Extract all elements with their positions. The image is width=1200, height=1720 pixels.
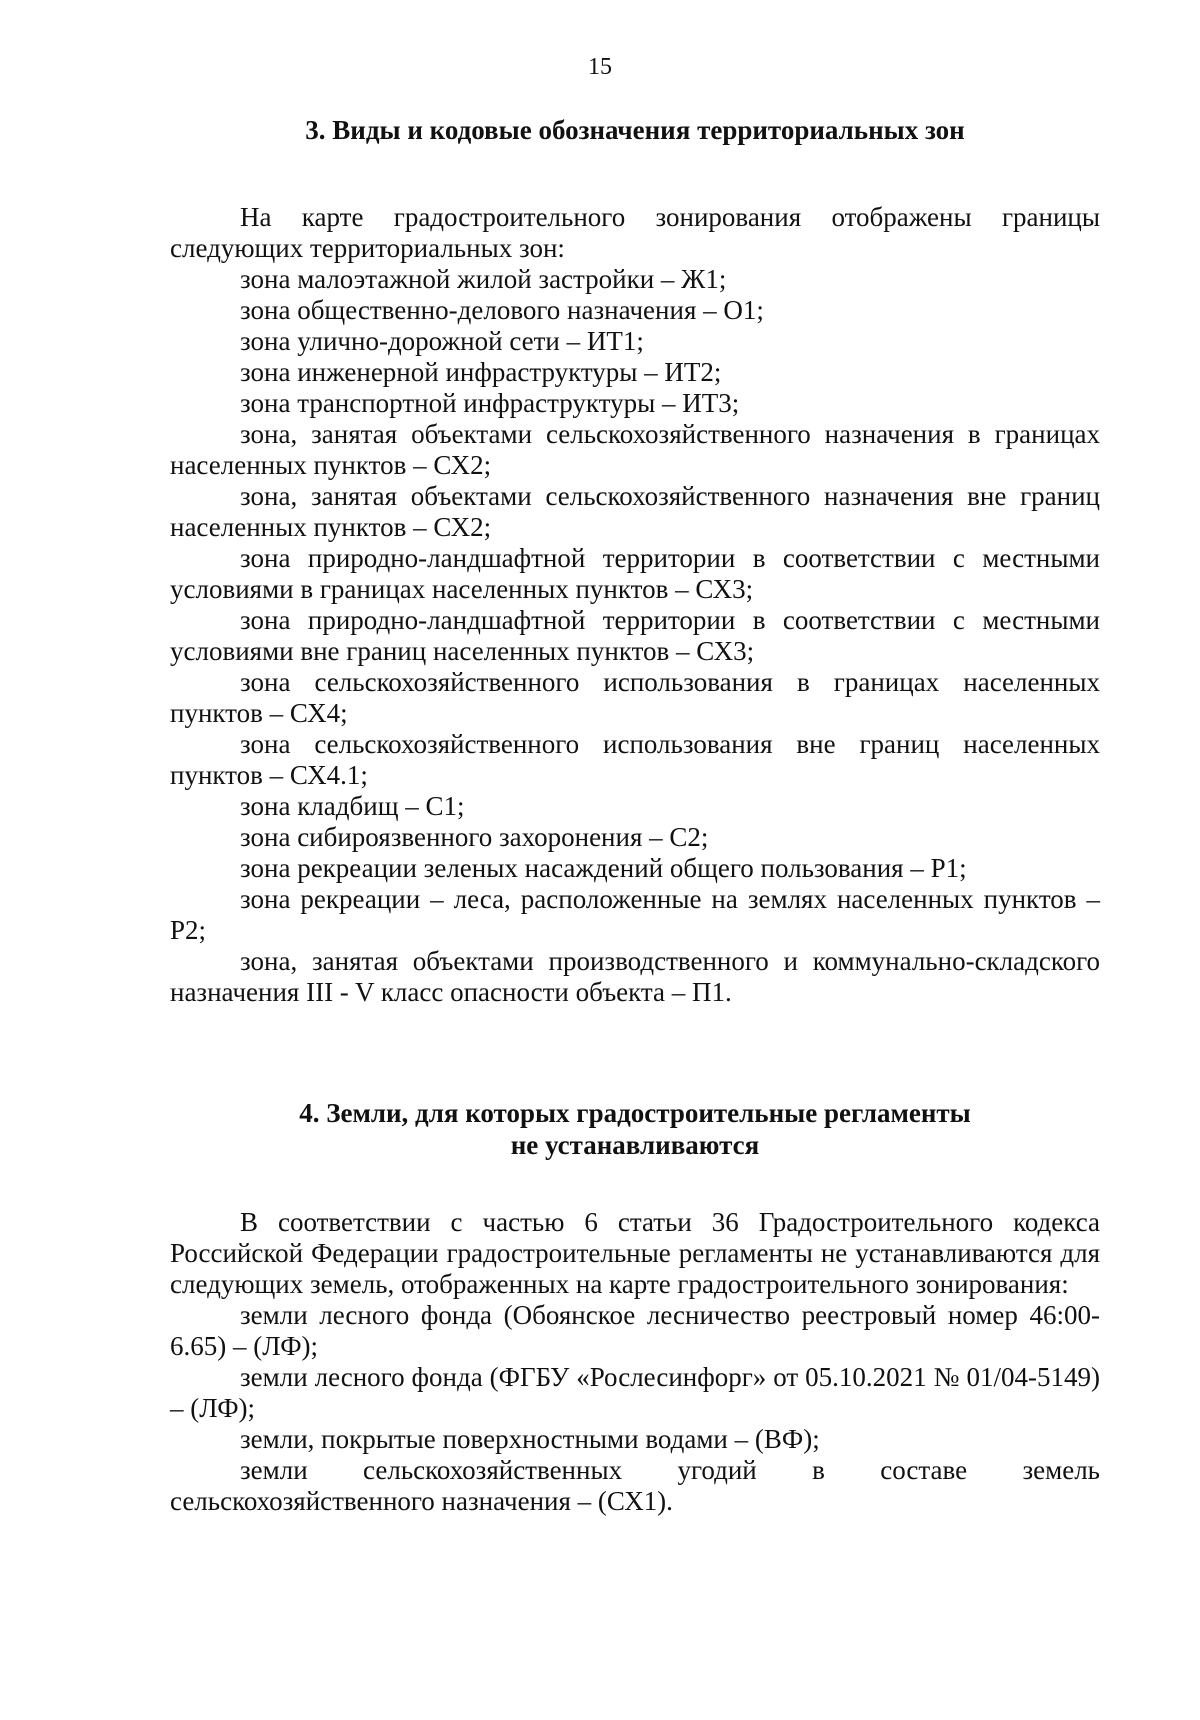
zone-list-item: зона транспортной инфраструктуры – ИТ3;	[240, 388, 740, 418]
zone-list-item: зона кладбищ – С1;	[240, 791, 465, 821]
zone-list-item: зона природно-ландшафтной территории в соответствии с местными условиями в границах населенных пунктов – СХ3;	[170, 543, 1100, 604]
page-number: 15	[588, 54, 612, 80]
section-intro-paragraph: В соответствии с частью 6 статьи 36 Градостроительного кодекса Российской Федерации градостроительные регламенты не устанавливаются для следующих земель, отображенных на карте градостроительного зонирования:	[170, 1207, 1100, 1299]
land-list-item: земли сельскохозяйственных угодий в составе земель сельскохозяйственного назначения – (СХ1).	[170, 1455, 1100, 1516]
section-intro-paragraph: На карте градостроительного зонирования отображены границы следующих территориальных зон:	[170, 202, 1100, 263]
zone-list-item: зона улично-дорожной сети – ИТ1;	[240, 326, 644, 356]
section-heading-line: 4. Земли, для которых градостроительные регламенты	[299, 1098, 971, 1128]
section-unregulated-lands	[170, 1097, 1100, 1517]
section-heading	[170, 1097, 1100, 1161]
zone-list-item: зона, занятая объектами сельскохозяйственного назначения вне границ населенных пунктов – СХ2;	[170, 481, 1100, 542]
section-heading: 3. Виды и кодовые обозначения территориальных зон	[305, 115, 965, 145]
section-territorial-zones	[170, 114, 1100, 1008]
zone-list-item: зона малоэтажной жилой застройки – Ж1;	[240, 264, 727, 294]
zone-list-item: зона рекреации зеленых насаждений общего пользования – Р1;	[240, 853, 967, 883]
section-heading-line: не устанавливаются	[510, 1130, 760, 1160]
land-list-item: земли лесного фонда (Обоянское лесничество реестровый номер 46:00-6.65) – (ЛФ);	[170, 1300, 1100, 1361]
zone-list-item: зона рекреации – леса, расположенные на землях населенных пунктов – Р2;	[170, 884, 1100, 945]
zone-list-item: зона природно-ландшафтной территории в соответствии с местными условиями вне границ населенных пунктов – СХ3;	[170, 605, 1100, 666]
zone-list-item: зона сельскохозяйственного использования в границах населенных пунктов – СХ4;	[170, 667, 1100, 728]
zone-list-item: зона, занятая объектами производственного и коммунально-складского назначения III - V класс опасности объекта – П1.	[170, 946, 1100, 1007]
zone-list-item: зона сибироязвенного захоронения – С2;	[240, 822, 709, 852]
zone-list-item: зона инженерной инфраструктуры – ИТ2;	[240, 357, 722, 387]
zone-list-item: зона сельскохозяйственного использования вне границ населенных пунктов – СХ4.1;	[170, 729, 1100, 790]
zone-list-item: зона, занятая объектами сельскохозяйственного назначения в границах населенных пунктов – СХ2;	[170, 419, 1100, 480]
zone-list-item: зона общественно-делового назначения – О1;	[240, 295, 764, 325]
land-list-item: земли лесного фонда (ФГБУ «Рослесинфорг» от 05.10.2021 № 01/04-5149) – (ЛФ);	[170, 1362, 1100, 1423]
land-list-item: земли, покрытые поверхностными водами – (ВФ);	[240, 1424, 820, 1454]
